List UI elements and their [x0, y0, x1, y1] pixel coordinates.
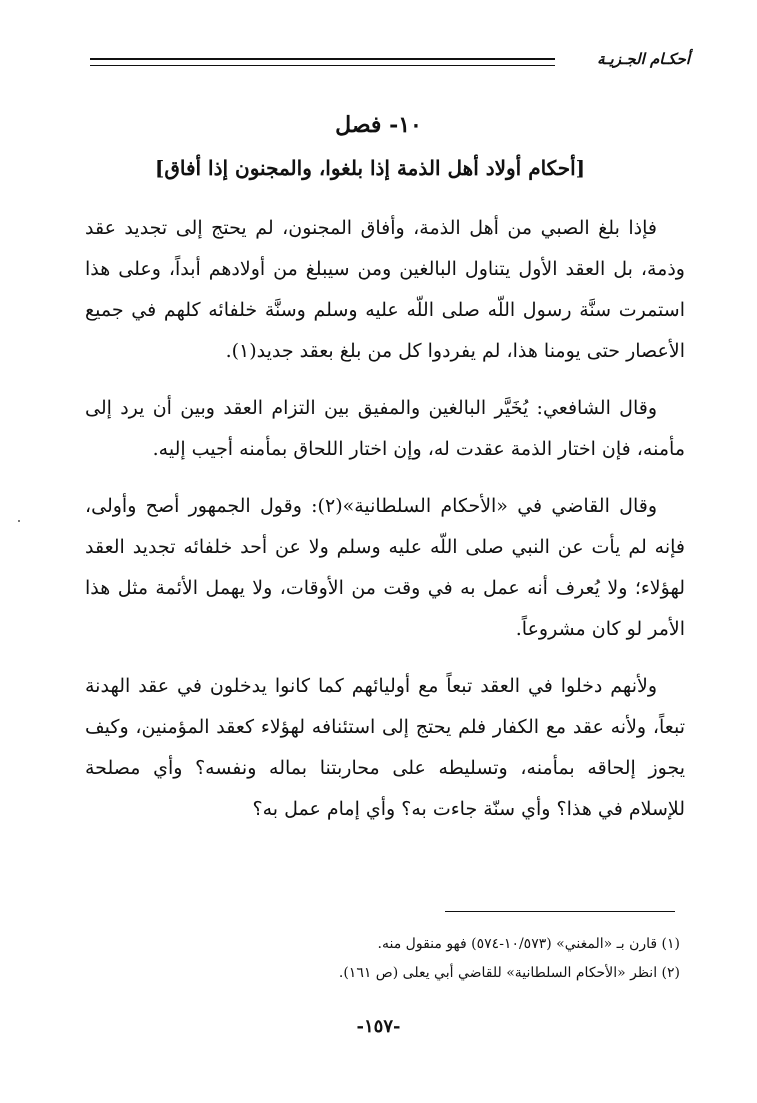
- margin-speck: [18, 520, 20, 522]
- paragraph: فإذا بلغ الصبي من أهل الذمة، وأفاق المجنون، لم يحتج إلى تجديد عقد وذمة، بل العقد الأول يتناول البالغين ومن سيبلغ من أولادهم أبداً، وعلى هذا استمرت سنَّة رسول اللّه صلى اللّه عليه وسلم وسنَّة خلفائه كلهم في جميع الأعصار حتى يومنا هذا، لم يفردوا كل من بلغ بعقد جديد(١).: [85, 217, 685, 362]
- page-number: -١٥٧-: [356, 1016, 401, 1037]
- main-text: [85, 208, 685, 846]
- footnote-separator: [445, 911, 675, 912]
- paragraph: ولأنهم دخلوا في العقد تبعاً مع أوليائهم كما كانوا يدخلون في عقد الهدنة تبعاً، ولأنه عقد مع الكفار فلم يحتج إلى استئنافه لهؤلاء كعقد المؤمنين، وكيف يجوز إلحاقه بمأمنه، وتسليطه على محاربتنا بماله ونفسه؟ وأي مصلحة للإسلام في هذا؟ وأي سنّة جاءت به؟ وأي إمام عمل به؟: [85, 675, 685, 820]
- footnotes: [85, 930, 680, 988]
- footnote: (١) قارن بـ «المغني» (١٠/٥٧٣-٥٧٤) فهو منقول منه.: [377, 936, 680, 952]
- running-header: [90, 50, 690, 74]
- paragraph: وقال الشافعي: يُخَيَّر البالغين والمفيق بين التزام العقد وبين أن يرد إلى مأمنه، فإن اختار الذمة عقدت له، وإن اختار اللحاق بمأمنه أجيب إليه.: [85, 397, 685, 460]
- paragraph: وقال القاضي في «الأحكام السلطانية»(٢): وقول الجمهور أصح وأولى، فإنه لم يأت عن النبي صلى اللّه عليه وسلم ولا عن أحد خلفائه تجديد العقد لهؤلاء؛ ولا يُعرف أنه عمل به في وقت من الأوقات، ولا يهمل الأئمة مثل هذا الأمر لو كان مشروعاً.: [85, 495, 685, 640]
- chapter-heading: ١٠- فصل: [335, 112, 422, 138]
- running-title: أحكـام الجـزيـة: [597, 50, 690, 68]
- footnote: (٢) انظر «الأحكام السلطانية» للقاضي أبي يعلى (ص ١٦١).: [338, 965, 680, 981]
- header-double-rule: [90, 58, 555, 66]
- chapter-subtitle: [أحكام أولاد أهل الذمة إذا بلغوا، والمجنون إذا أفاق]: [154, 156, 586, 180]
